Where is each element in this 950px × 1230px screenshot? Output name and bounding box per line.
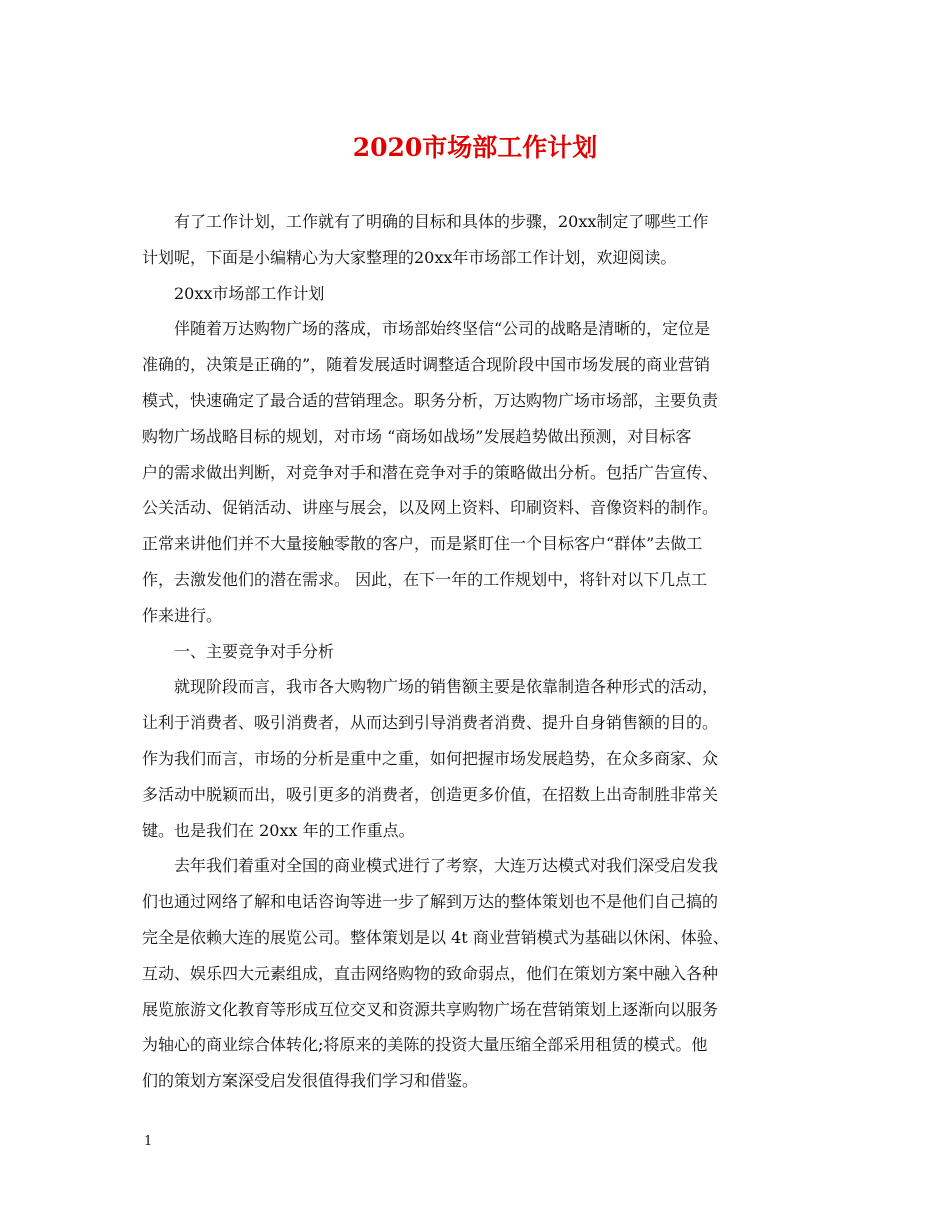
text-line: 计划呢，下面是小编精心为大家整理的20xx年市场部工作计划，欢迎阅读。 <box>142 247 677 267</box>
text-line: 正常来讲他们并不大量接触零散的客户，而是紧盯住一个目标客户“群体”去做工 <box>142 534 703 554</box>
text-line: 键。也是我们在 20xx 年的工作重点。 <box>142 820 415 840</box>
text-line: 们的策划方案深受启发很值得我们学习和借鉴。 <box>142 1071 479 1091</box>
text-line: 为轴心的商业综合体转化;将原来的美陈的投资大量压缩全部采用租赁的模式。他 <box>142 1035 708 1055</box>
text-line: 去年我们着重对全国的商业模式进行了考察，大连万达模式对我们深受启发我 <box>174 856 719 876</box>
text-line: 就现阶段而言，我市各大购物广场的销售额主要是依靠制造各种形式的活动， <box>174 677 719 697</box>
text-line: 多活动中脱颖而出，吸引更多的消费者，创造更多价值，在招数上出奇制胜非常关 <box>142 784 719 804</box>
text-line: 们也通过网络了解和电话咨询等进一步了解到万达的整体策划也不是他们自己搞的 <box>142 892 719 912</box>
text-line: 互动、娱乐四大元素组成，直击网络购物的致命弱点，他们在策划方案中融入各种 <box>142 963 719 983</box>
text-line: 作来进行。 <box>142 605 223 625</box>
page-number: 1 <box>144 1134 153 1149</box>
text-line: 完全是依赖大连的展览公司。整体策划是以 4t 商业营销模式为基础以休闲、体验、 <box>142 927 729 947</box>
document-body <box>142 204 822 1099</box>
document-title: 2020市场部工作计划 <box>352 133 598 162</box>
text-line: 模式，快速确定了最合适的营销理念。职务分析，万达购物广场市场部，主要负责 <box>142 390 719 410</box>
text-line: 20xx市场部工作计划 <box>174 283 325 303</box>
text-line: 作，去激发他们的潜在需求。 因此，在下一年的工作规划中，将针对以下几点工 <box>142 569 708 589</box>
text-line: 让利于消费者、吸引消费者，从而达到引导消费者消费、提升自身销售额的目的。 <box>142 713 719 733</box>
text-line: 展览旅游文化教育等形成互位交叉和资源共享购物广场在营销策划上逐渐向以服务 <box>142 999 719 1019</box>
text-line: 有了工作计划，工作就有了明确的目标和具体的步骤，20xx制定了哪些工作 <box>174 212 709 231</box>
text-line: 一、主要竞争对手分析 <box>174 641 335 661</box>
text-line: 户的需求做出判断，对竞争对手和潜在竞争对手的策略做出分析。包括广告宣传、 <box>142 462 719 482</box>
text-line: 作为我们而言，市场的分析是重中之重，如何把握市场发展趋势，在众多商家、众 <box>142 748 719 768</box>
text-line: 准确的，决策是正确的”，随着发展适时调整适合现阶段中国市场发展的商业营销 <box>142 355 711 375</box>
text-line: 伴随着万达购物广场的落成，市场部始终坚信“公司的战略是清晰的，定位是 <box>174 319 711 339</box>
text-line: 公关活动、促销活动、讲座与展会，以及网上资料、印刷资料、音像资料的制作。 <box>142 498 719 518</box>
text-line: 购物广场战略目标的规划，对市场 “商场如战场”发展趋势做出预测，对目标客 <box>142 426 692 446</box>
